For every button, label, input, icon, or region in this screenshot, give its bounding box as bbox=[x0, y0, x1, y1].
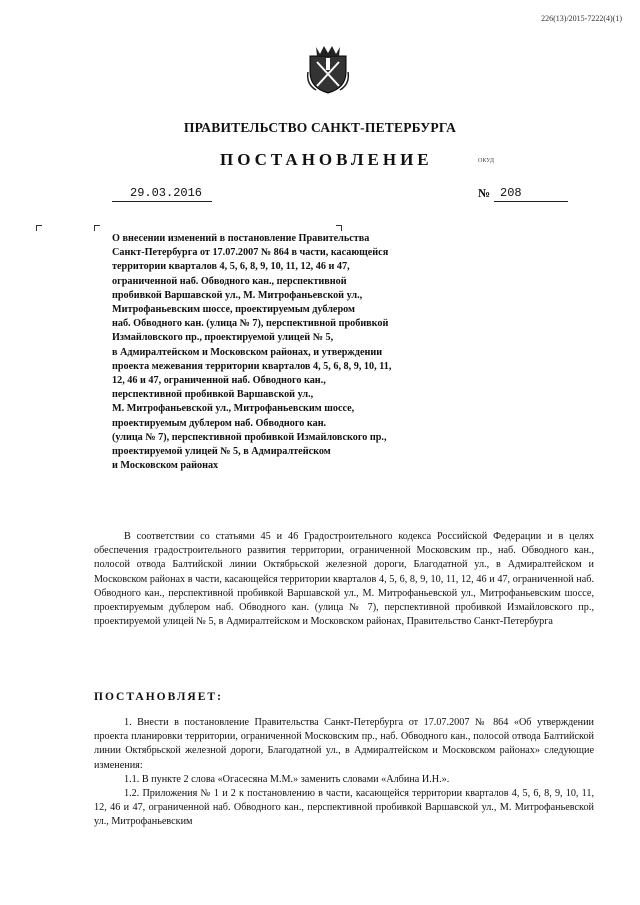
subject-line: в Адмиралтейском и Московском районах, и утверждении bbox=[112, 346, 383, 358]
number-underline bbox=[494, 201, 568, 202]
subject-line: и Московском районах bbox=[112, 460, 219, 472]
subject-line: Санкт-Петербурга от 17.07.2007 № 864 в части, касающейся bbox=[112, 247, 389, 259]
subject-line: О внесении изменений в постановление Правительства bbox=[112, 233, 370, 244]
subject-line: проекта межевания территории кварталов 4, 5, 6, 8, 9, 10, 11, bbox=[112, 360, 392, 372]
document-number: 208 bbox=[500, 186, 522, 200]
corner-bracket-subject-left bbox=[94, 225, 100, 231]
government-title: ПРАВИТЕЛЬСТВО САНКТ-ПЕТЕРБУРГА bbox=[183, 120, 457, 135]
subject-line: М. Митрофаньевской ул., Митрофаньевским шоссе, bbox=[112, 403, 355, 415]
subject-line: 12, 46 и 47, ограниченной наб. Обводного кан., bbox=[112, 375, 326, 387]
subject-line: (улица № 7), перспективной пробивкой Измайловского пр., bbox=[112, 431, 387, 443]
item-paragraph: 1. Внести в постановление Правительства Санкт-Петербурга от 17.07.2007 № 864 «Об утверждении проекта планировки территории, ограниченной Московским пр., наб. Обводного кан., полосой отвода Балтийской линии Октябрьской железной дороги, Благодатной ул., в Адмиралтейском и Московском районах» следующие изменения: bbox=[94, 717, 594, 771]
subject-line: Измайловского пр., проектируемой улицей № 5, bbox=[112, 332, 334, 344]
subject-line: проектируемым дублером наб. Обводного кан. bbox=[112, 417, 327, 429]
item-paragraph: 1.1. В пункте 2 слова «Огасесяна М.М.» заменить словами «Албина И.Н.». bbox=[124, 773, 450, 785]
item-paragraph: 1.2. Приложения № 1 и 2 к постановлению в части, касающейся территории кварталов 4, 5, 6, 8, 9, 10, 11, 12, 46 и 47, ограниченной наб. Обводного кан., перспективной пробивкой Варшавской ул., М. Митрофаньевской ул., Митрофаньевским bbox=[94, 788, 594, 828]
subject-line: ограниченной наб. Обводного кан., перспективной bbox=[112, 275, 347, 287]
subject-line: проектируемой улицей № 5, в Адмиралтейском bbox=[112, 446, 331, 458]
document-code: 226(13)/2015-7222(4)(1) bbox=[541, 14, 622, 23]
subject-block bbox=[112, 232, 472, 473]
subject-line: перспективной пробивкой Варшавской ул., bbox=[112, 389, 314, 401]
preamble-block bbox=[94, 530, 594, 629]
subject-line: территории кварталов 4, 5, 6, 8, 9, 10, 11, 12, 46 и 47, bbox=[112, 261, 350, 273]
subject-line: пробивкой Варшавской ул., М. Митрофаньевской ул., bbox=[112, 289, 363, 301]
subject-line: наб. Обводного кан. (улица № 7), перспективной пробивкой bbox=[112, 318, 389, 330]
st-petersburg-coat-of-arms-icon bbox=[306, 42, 350, 94]
corner-bracket-subject-right bbox=[336, 225, 342, 231]
date-underline bbox=[112, 201, 212, 202]
items-block bbox=[94, 716, 594, 830]
document-type-title: ПОСТАНОВЛЕНИЕ bbox=[220, 150, 433, 169]
subject-line: Митрофаньевским шоссе, проектируемым дублером bbox=[112, 304, 355, 316]
preamble-paragraph: В соответствии со статьями 45 и 46 Градостроительного кодекса Российской Федерации и в целях обеспечения градостроительного развития территории, ограниченной Московским пр., наб. Обводного кан., полосой отвода Балтийской линии Октябрьской железной дороги, Благодатной ул., в Адмиралтейском и Московском районах в части, касающейся территории кварталов 4, 5, 6, 8, 9, 10, 11, 12, 46 и 47, ограниченной наб. Обводного кан., перспективной пробивкой Варшавской ул., М. Митрофаньевской ул., Митрофаньевским шоссе, проектируемым дублером наб. Обводного кан. (улица № 7), перспективной пробивкой Измайловского пр., проектируемой улицей № 5, в Адмиралтейском и Московском районах, Правительство Санкт-Петербурга bbox=[94, 531, 594, 628]
okud-label: ОКУД bbox=[478, 158, 494, 164]
resolves-heading: ПОСТАНОВЛЯЕТ: bbox=[94, 691, 223, 703]
corner-bracket-left bbox=[36, 225, 42, 231]
document-date: 29.03.2016 bbox=[130, 186, 203, 200]
number-label: № bbox=[478, 186, 491, 200]
